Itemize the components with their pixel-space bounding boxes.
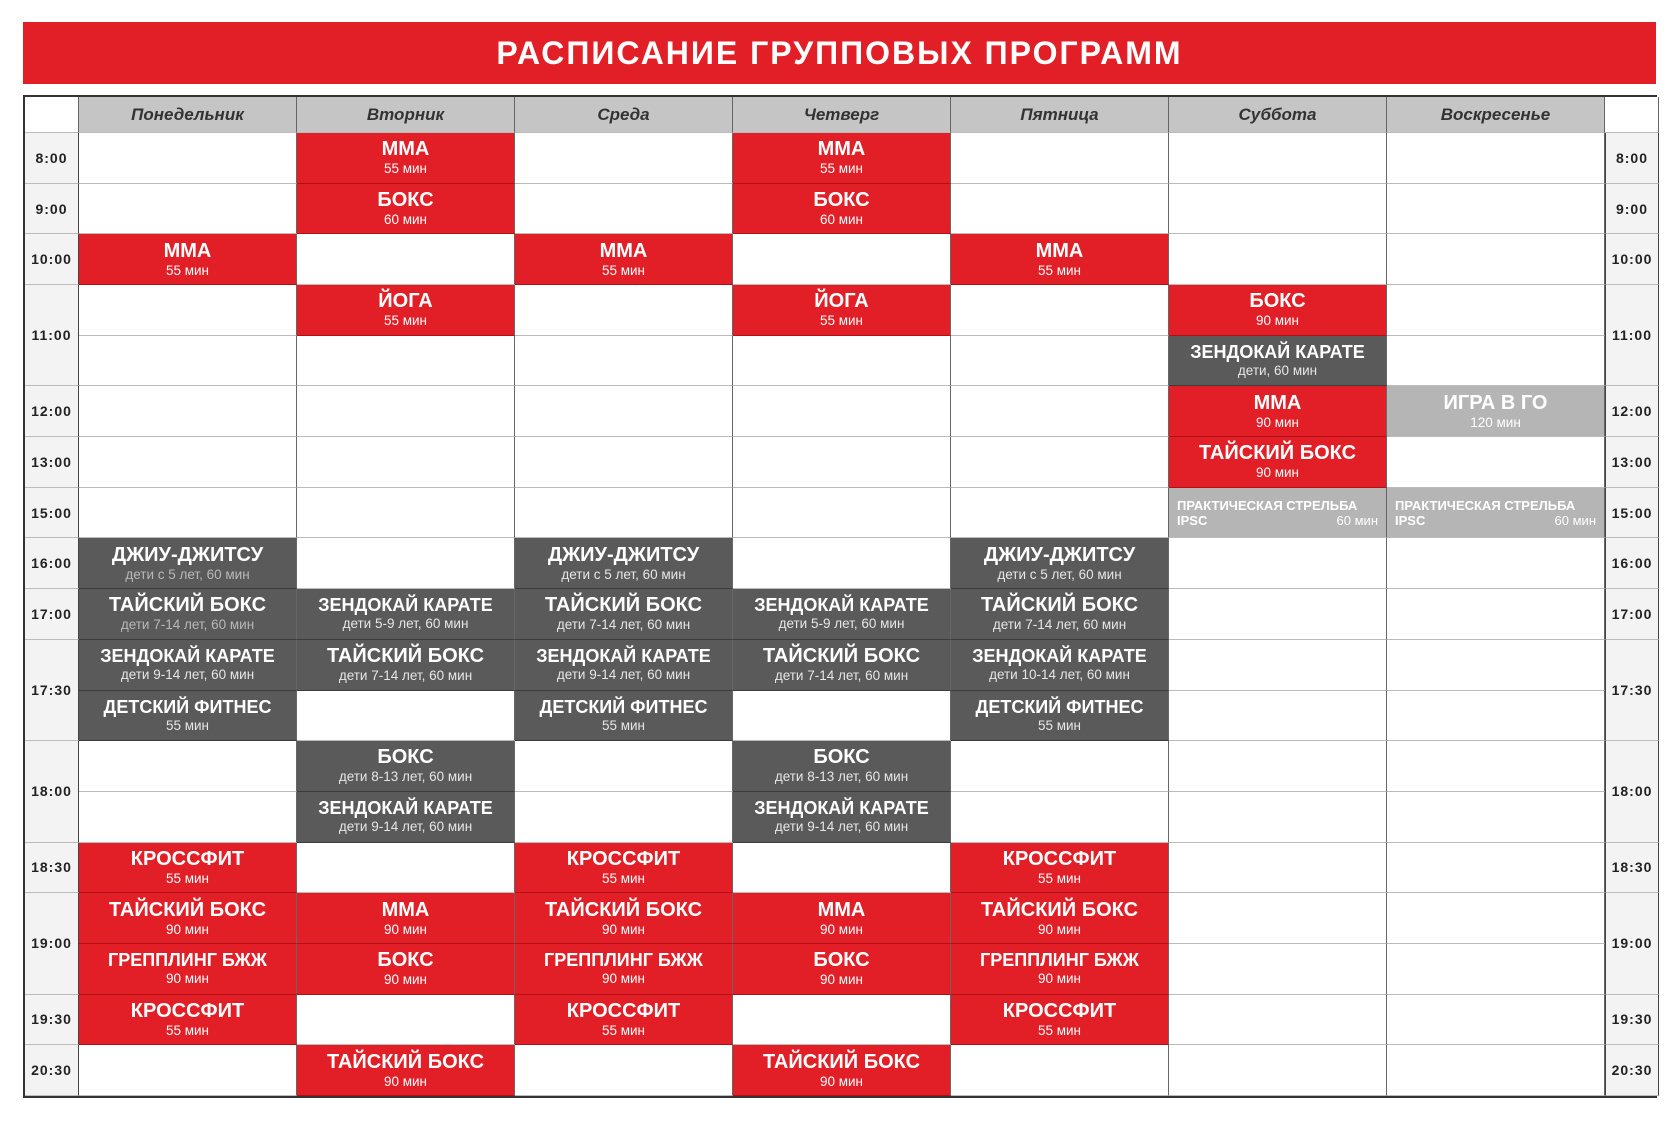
class-name: КРОССФИТ <box>1002 847 1117 870</box>
class-subname: IPSC <box>1395 512 1426 528</box>
empty-slot <box>297 386 515 437</box>
class-slot[interactable] <box>79 538 297 589</box>
class-slot[interactable] <box>951 691 1169 742</box>
class-slot[interactable] <box>515 589 733 640</box>
class-name: ТАЙСКИЙ БОКС <box>980 898 1139 921</box>
class-name: БОКС <box>813 949 870 972</box>
day-friday: Пятница <box>951 97 1169 133</box>
class-name: ЗЕНДОКАЙ КАРАТЕ <box>318 798 493 819</box>
empty-slot <box>1387 893 1605 944</box>
class-detail: дети 9-14 лет, 60 мин <box>120 667 255 683</box>
class-detail: 55 мин <box>601 870 646 886</box>
time-label: 10:00 <box>1605 234 1659 285</box>
class-slot[interactable] <box>733 893 951 944</box>
schedule-title: РАСПИСАНИЕ ГРУППОВЫХ ПРОГРАММ <box>23 22 1656 84</box>
empty-slot <box>297 995 515 1046</box>
class-slot[interactable] <box>515 234 733 285</box>
class-name: ГРЕППЛИНГ БЖЖ <box>108 950 267 971</box>
class-name: КРОССФИТ <box>566 847 681 870</box>
class-slot[interactable] <box>951 640 1169 691</box>
time-label: 9:00 <box>25 184 79 235</box>
empty-slot <box>1169 133 1387 184</box>
day-saturday: Суббота <box>1169 97 1387 133</box>
empty-slot <box>1387 589 1605 640</box>
time-label: 12:00 <box>1605 386 1659 437</box>
class-detail: 55 мин <box>1037 717 1082 733</box>
class-slot[interactable] <box>297 133 515 184</box>
class-name: ДЕТСКИЙ ФИТНЕС <box>539 696 708 717</box>
empty-slot <box>1387 741 1605 792</box>
empty-slot <box>79 285 297 336</box>
class-detail: дети, 60 мин <box>1237 362 1318 378</box>
class-name: БОКС <box>1249 290 1306 313</box>
empty-slot <box>1169 538 1387 589</box>
class-detail: 60 мин <box>1554 512 1596 528</box>
empty-slot <box>1387 285 1605 336</box>
class-name: ТАЙСКИЙ БОКС <box>108 594 267 617</box>
class-slot[interactable] <box>951 234 1169 285</box>
class-name: ЗЕНДОКАЙ КАРАТЕ <box>1190 342 1365 363</box>
empty-slot <box>515 792 733 843</box>
class-detail: дети 9-14 лет, 60 мин <box>556 667 691 683</box>
empty-slot <box>951 133 1169 184</box>
class-slot[interactable] <box>297 640 515 691</box>
class-slot[interactable] <box>297 589 515 640</box>
class-slot[interactable] <box>297 285 515 336</box>
empty-slot <box>1169 234 1387 285</box>
empty-slot <box>79 437 297 488</box>
class-detail: 55 мин <box>165 717 210 733</box>
class-slot[interactable] <box>297 944 515 995</box>
class-name: ММА <box>1253 391 1302 414</box>
day-sunday: Воскресенье <box>1387 97 1605 133</box>
class-name: ЗЕНДОКАЙ КАРАТЕ <box>754 798 929 819</box>
time-label: 13:00 <box>1605 437 1659 488</box>
class-slot[interactable] <box>515 843 733 894</box>
class-name: ДЕТСКИЙ ФИТНЕС <box>103 696 272 717</box>
day-tuesday: Вторник <box>297 97 515 133</box>
empty-slot <box>1387 640 1605 691</box>
time-label: 8:00 <box>1605 133 1659 184</box>
class-name: БОКС <box>813 188 870 211</box>
class-slot[interactable] <box>1169 386 1387 437</box>
empty-slot <box>951 184 1169 235</box>
class-name: ДЖИУ-ДЖИТСУ <box>547 543 700 566</box>
empty-slot <box>1387 184 1605 235</box>
class-detail: дети 8-13 лет, 60 мин <box>774 769 909 785</box>
class-slot[interactable] <box>79 893 297 944</box>
class-slot[interactable] <box>733 133 951 184</box>
empty-slot <box>951 488 1169 539</box>
class-detail: 120 мин <box>1470 414 1521 430</box>
class-detail: 90 мин <box>601 921 646 937</box>
class-detail: 55 мин <box>1037 262 1082 278</box>
class-slot[interactable] <box>733 1045 951 1096</box>
empty-slot <box>515 133 733 184</box>
class-detail: дети 5-9 лет, 60 мин <box>342 616 469 632</box>
class-slot[interactable] <box>1169 488 1387 539</box>
empty-slot <box>79 184 297 235</box>
corner-cell <box>25 97 79 133</box>
class-name: ИГРА В ГО <box>1443 391 1548 414</box>
class-slot[interactable] <box>515 995 733 1046</box>
class-detail: дети с 5 лет, 60 мин <box>997 566 1122 582</box>
class-detail: 55 мин <box>165 262 210 278</box>
empty-slot <box>79 336 297 387</box>
class-slot[interactable] <box>515 944 733 995</box>
time-label: 11:00 <box>25 285 79 386</box>
class-name: ДЕТСКИЙ ФИТНЕС <box>975 696 1144 717</box>
class-slot[interactable] <box>733 184 951 235</box>
class-name: ММА <box>817 898 866 921</box>
empty-slot <box>733 691 951 742</box>
empty-slot <box>515 741 733 792</box>
class-slot[interactable] <box>951 843 1169 894</box>
class-slot[interactable] <box>1387 386 1605 437</box>
class-slot[interactable] <box>515 691 733 742</box>
empty-slot <box>1169 589 1387 640</box>
class-name: ТАЙСКИЙ БОКС <box>326 645 485 668</box>
time-label: 15:00 <box>1605 488 1659 539</box>
class-slot[interactable] <box>297 184 515 235</box>
empty-slot <box>733 538 951 589</box>
empty-slot <box>733 843 951 894</box>
class-slot[interactable] <box>733 589 951 640</box>
class-name: ЗЕНДОКАЙ КАРАТЕ <box>754 595 929 616</box>
class-slot[interactable] <box>1169 336 1387 387</box>
empty-slot <box>1387 336 1605 387</box>
empty-slot <box>515 386 733 437</box>
class-slot[interactable] <box>297 792 515 843</box>
time-label: 17:30 <box>25 640 79 741</box>
time-label: 12:00 <box>25 386 79 437</box>
empty-slot <box>297 437 515 488</box>
empty-slot <box>79 741 297 792</box>
class-detail: 90 мин <box>819 1073 864 1089</box>
empty-slot <box>515 285 733 336</box>
class-slot[interactable] <box>79 691 297 742</box>
class-subname: IPSC <box>1177 512 1208 528</box>
empty-slot <box>951 386 1169 437</box>
class-detail: 55 мин <box>1037 1022 1082 1038</box>
time-label: 19:00 <box>25 893 79 994</box>
class-name: ПРАКТИЧЕСКАЯ СТРЕЛЬБА <box>1395 497 1576 513</box>
empty-slot <box>1387 1045 1605 1096</box>
class-name: ЗЕНДОКАЙ КАРАТЕ <box>536 646 711 667</box>
class-name: ТАЙСКИЙ БОКС <box>326 1050 485 1073</box>
class-detail: 55 мин <box>383 161 428 177</box>
empty-slot <box>951 741 1169 792</box>
class-slot[interactable] <box>733 792 951 843</box>
class-name: КРОССФИТ <box>130 999 245 1022</box>
class-name: ММА <box>817 138 866 161</box>
class-slot[interactable] <box>79 589 297 640</box>
class-detail: дети 8-13 лет, 60 мин <box>338 769 473 785</box>
empty-slot <box>79 488 297 539</box>
class-slot[interactable] <box>79 234 297 285</box>
empty-slot <box>297 336 515 387</box>
class-slot[interactable] <box>733 944 951 995</box>
class-slot[interactable] <box>733 285 951 336</box>
class-slot[interactable] <box>951 589 1169 640</box>
class-slot[interactable] <box>79 843 297 894</box>
class-detail: 55 мин <box>165 1022 210 1038</box>
empty-slot <box>733 437 951 488</box>
time-label: 20:30 <box>1605 1045 1659 1096</box>
empty-slot <box>1387 691 1605 742</box>
class-name: БОКС <box>813 746 870 769</box>
class-detail: 90 мин <box>1037 971 1082 987</box>
class-slot[interactable] <box>79 995 297 1046</box>
class-name: БОКС <box>377 746 434 769</box>
class-detail: дети 7-14 лет, 60 мин <box>338 668 473 684</box>
class-slot[interactable] <box>297 1045 515 1096</box>
empty-slot <box>1387 234 1605 285</box>
class-detail: 90 мин <box>383 1073 428 1089</box>
empty-slot <box>733 995 951 1046</box>
empty-slot <box>733 386 951 437</box>
empty-slot <box>297 538 515 589</box>
class-name: ПРАКТИЧЕСКАЯ СТРЕЛЬБА <box>1177 497 1358 513</box>
class-detail: 55 мин <box>601 262 646 278</box>
class-slot[interactable] <box>79 640 297 691</box>
empty-slot <box>297 234 515 285</box>
empty-slot <box>1169 843 1387 894</box>
empty-slot <box>951 1045 1169 1096</box>
empty-slot <box>951 792 1169 843</box>
empty-slot <box>297 843 515 894</box>
time-label: 8:00 <box>25 133 79 184</box>
class-slot[interactable] <box>951 944 1169 995</box>
class-slot[interactable] <box>79 944 297 995</box>
class-slot[interactable] <box>515 893 733 944</box>
empty-slot <box>1169 893 1387 944</box>
time-label: 19:30 <box>25 995 79 1046</box>
class-name: КРОССФИТ <box>1002 999 1117 1022</box>
class-name: БОКС <box>377 949 434 972</box>
empty-slot <box>515 437 733 488</box>
time-label: 11:00 <box>1605 285 1659 386</box>
empty-slot <box>951 336 1169 387</box>
class-detail: дети 7-14 лет, 60 мин <box>556 617 691 633</box>
empty-slot <box>1387 995 1605 1046</box>
empty-slot <box>79 386 297 437</box>
class-detail: дети 7-14 лет, 60 мин <box>774 668 909 684</box>
time-label: 17:30 <box>1605 640 1659 741</box>
class-name: ГРЕППЛИНГ БЖЖ <box>980 950 1139 971</box>
class-detail: дети с 5 лет, 60 мин <box>561 566 686 582</box>
time-label: 17:00 <box>25 589 79 640</box>
class-name: ЙОГА <box>814 290 869 313</box>
class-detail: 60 мин <box>819 211 864 227</box>
time-label: 15:00 <box>25 488 79 539</box>
time-label: 19:00 <box>1605 893 1659 994</box>
time-label: 16:00 <box>1605 538 1659 589</box>
class-name: КРОССФИТ <box>130 847 245 870</box>
class-detail: 55 мин <box>601 1022 646 1038</box>
class-detail: 90 мин <box>1037 921 1082 937</box>
empty-slot <box>733 336 951 387</box>
class-name: ГРЕППЛИНГ БЖЖ <box>544 950 703 971</box>
empty-slot <box>297 488 515 539</box>
class-name: ТАЙСКИЙ БОКС <box>980 594 1139 617</box>
class-detail: 90 мин <box>165 921 210 937</box>
class-name: ТАЙСКИЙ БОКС <box>762 1050 921 1073</box>
schedule-grid <box>23 95 1657 1098</box>
class-detail: дети 7-14 лет, 60 мин <box>992 617 1127 633</box>
class-slot[interactable] <box>733 741 951 792</box>
class-name: ММА <box>599 239 648 262</box>
class-detail: дети 9-14 лет, 60 мин <box>338 819 473 835</box>
class-name: ММА <box>1035 239 1084 262</box>
class-slot[interactable] <box>297 741 515 792</box>
class-detail: 90 мин <box>1255 465 1300 481</box>
empty-slot <box>1387 133 1605 184</box>
time-label: 13:00 <box>25 437 79 488</box>
empty-slot <box>515 488 733 539</box>
class-detail: 90 мин <box>383 972 428 988</box>
empty-slot <box>1387 538 1605 589</box>
class-slot[interactable] <box>951 995 1169 1046</box>
class-detail: дети с 5 лет, 60 мин <box>125 566 250 582</box>
time-label: 18:30 <box>25 843 79 894</box>
time-label: 20:30 <box>25 1045 79 1096</box>
class-detail: 55 мин <box>1037 870 1082 886</box>
class-name: ЗЕНДОКАЙ КАРАТЕ <box>972 646 1147 667</box>
class-detail: 55 мин <box>819 161 864 177</box>
class-slot[interactable] <box>733 640 951 691</box>
class-detail: 60 мин <box>1336 512 1378 528</box>
class-name: ТАЙСКИЙ БОКС <box>1198 442 1357 465</box>
empty-slot <box>951 285 1169 336</box>
class-slot[interactable] <box>951 538 1169 589</box>
empty-slot <box>733 488 951 539</box>
class-detail: 55 мин <box>383 313 428 329</box>
time-label: 9:00 <box>1605 184 1659 235</box>
empty-slot <box>515 184 733 235</box>
empty-slot <box>1387 843 1605 894</box>
class-slot[interactable] <box>515 538 733 589</box>
day-thursday: Четверг <box>733 97 951 133</box>
class-detail: 90 мин <box>1255 313 1300 329</box>
empty-slot <box>515 1045 733 1096</box>
class-detail: 90 мин <box>819 972 864 988</box>
class-name: ТАЙСКИЙ БОКС <box>544 898 703 921</box>
empty-slot <box>1169 184 1387 235</box>
class-name: ТАЙСКИЙ БОКС <box>544 594 703 617</box>
time-label: 18:00 <box>1605 741 1659 842</box>
time-label: 19:30 <box>1605 995 1659 1046</box>
empty-slot <box>1387 437 1605 488</box>
class-detail: дети 5-9 лет, 60 мин <box>778 616 905 632</box>
class-detail: дети 10-14 лет, 60 мин <box>989 667 1130 683</box>
time-label: 18:30 <box>1605 843 1659 894</box>
class-detail: 55 мин <box>165 870 210 886</box>
class-name: ММА <box>163 239 212 262</box>
class-detail: 90 мин <box>165 971 210 987</box>
class-name: ЗЕНДОКАЙ КАРАТЕ <box>100 646 275 667</box>
class-detail: дети 7-14 лет, 60 мин <box>120 617 255 633</box>
empty-slot <box>1169 792 1387 843</box>
class-name: ММА <box>381 898 430 921</box>
empty-slot <box>1169 640 1387 691</box>
empty-slot <box>733 234 951 285</box>
class-detail: дети 9-14 лет, 60 мин <box>774 819 909 835</box>
class-slot[interactable] <box>1169 437 1387 488</box>
empty-slot <box>1169 995 1387 1046</box>
class-name: ЗЕНДОКАЙ КАРАТЕ <box>318 595 493 616</box>
class-slot[interactable] <box>515 640 733 691</box>
time-label: 16:00 <box>25 538 79 589</box>
time-label: 17:00 <box>1605 589 1659 640</box>
class-name: ДЖИУ-ДЖИТСУ <box>983 543 1136 566</box>
day-monday: Понедельник <box>79 97 297 133</box>
empty-slot <box>1169 1045 1387 1096</box>
class-name: ТАЙСКИЙ БОКС <box>762 645 921 668</box>
class-slot[interactable] <box>1387 488 1605 539</box>
empty-slot <box>1169 944 1387 995</box>
class-name: ЙОГА <box>378 290 433 313</box>
empty-slot <box>1169 691 1387 742</box>
empty-slot <box>1387 792 1605 843</box>
empty-slot <box>951 437 1169 488</box>
class-name: БОКС <box>377 188 434 211</box>
class-name: КРОССФИТ <box>566 999 681 1022</box>
empty-slot <box>79 133 297 184</box>
class-detail: 90 мин <box>819 921 864 937</box>
corner-cell <box>1605 97 1659 133</box>
class-detail: 90 мин <box>601 971 646 987</box>
class-detail: 90 мин <box>383 921 428 937</box>
empty-slot <box>79 1045 297 1096</box>
class-name: ТАЙСКИЙ БОКС <box>108 898 267 921</box>
class-slot[interactable] <box>1169 285 1387 336</box>
class-detail: 55 мин <box>601 717 646 733</box>
empty-slot <box>515 336 733 387</box>
class-detail: 90 мин <box>1255 414 1300 430</box>
time-label: 10:00 <box>25 234 79 285</box>
time-label: 18:00 <box>25 741 79 842</box>
class-slot[interactable] <box>297 893 515 944</box>
class-detail: 60 мин <box>383 211 428 227</box>
empty-slot <box>79 792 297 843</box>
empty-slot <box>297 691 515 742</box>
class-name: ДЖИУ-ДЖИТСУ <box>111 543 264 566</box>
empty-slot <box>1169 741 1387 792</box>
class-name: ММА <box>381 138 430 161</box>
class-detail: 55 мин <box>819 313 864 329</box>
empty-slot <box>1387 944 1605 995</box>
day-wednesday: Среда <box>515 97 733 133</box>
class-slot[interactable] <box>951 893 1169 944</box>
